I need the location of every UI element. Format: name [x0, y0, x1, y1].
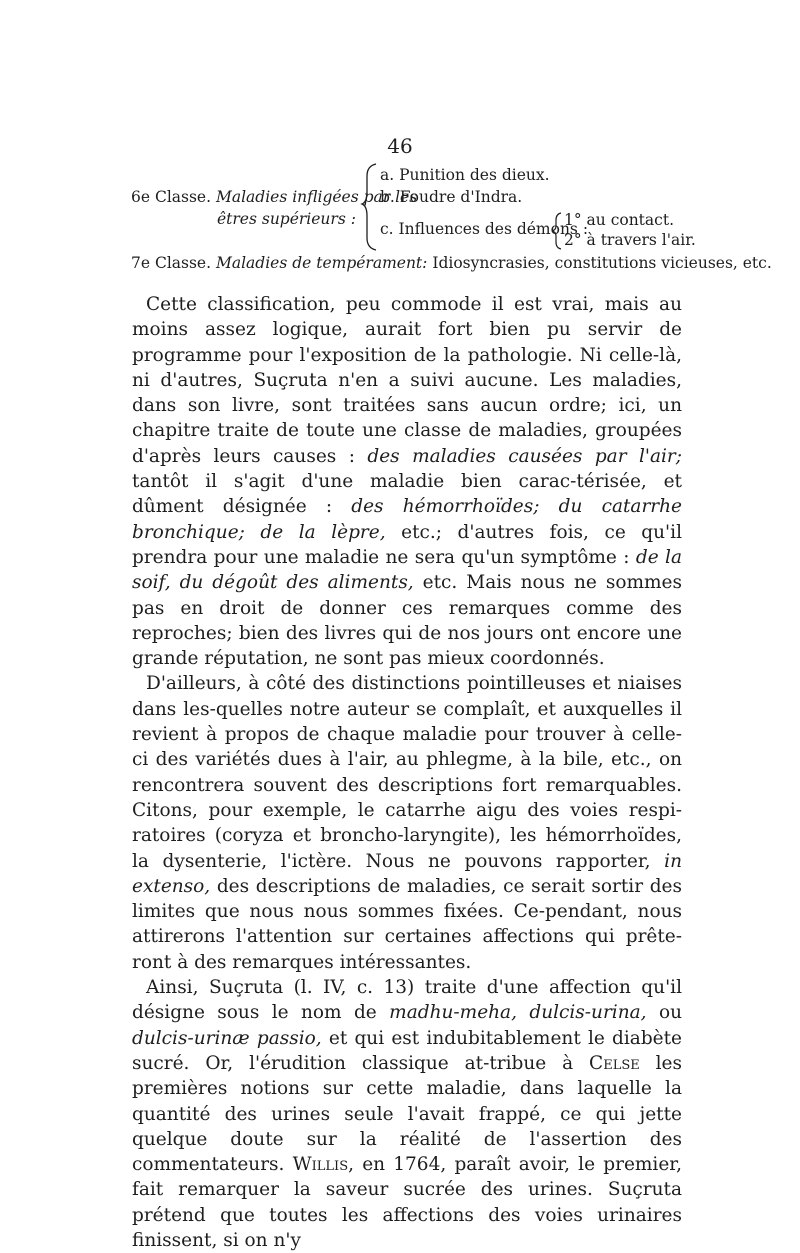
class6-sub-item-2: 2° à travers l'air. — [564, 231, 696, 249]
p1-text-3: etc.; d'autres fois, ce qu'il prendra pour une maladie ne sera qu'un symptôme : — [132, 521, 682, 568]
class6-item-c: c. Influences des démons : — [380, 220, 589, 238]
p3-text-5: , en 1764, paraît avoir, le premier, fait remarquer la saveur sucrée des urines. Suçruta prétend que toutes les affections des voies urinaires finissent, si on n'y — [132, 1154, 682, 1251]
p1-text-2: tantôt il s'agit d'une maladie bien carac-térisée, et dûment désignée : — [132, 471, 682, 518]
class7-line — [131, 256, 772, 272]
class7-label: 7e Classe. — [131, 254, 212, 272]
page-number: 46 — [387, 134, 413, 158]
p1-italic-3: de la soif, du dégoût des aliments, — [132, 546, 682, 594]
class6-left-brace — [360, 162, 382, 252]
p2-italic-1: in extenso, — [132, 850, 682, 897]
class6-item-b: b. Foudre d'Indra. — [380, 188, 523, 206]
paragraph-2 — [132, 671, 682, 975]
p1-text-4: etc. Mais nous ne sommes pas en droit de donner ces remarques comme des reproches; bien des livres qui de nos jours ont encore une grande réputation, ne sont pas mieux coordonnés. — [132, 572, 682, 670]
class6-item-a: a. Punition des dieux. — [380, 166, 550, 184]
p1-italic-2: des hémorrhoïdes; du catarrhe bronchique; de la lèpre, — [132, 496, 683, 543]
p2-text-1: D'ailleurs, à côté des distinctions pointilleuses et niaises dans les-quelles notre auteur se complaît, et auxquelles il revient à propos de chaque maladie pour trouver à celle-ci des variétés dues à l'air, au phlegme, à la bile, etc., on rencontrera souvent des descriptions fort remarquables. Citons, pour exemple, le catarrhe aigu des voies respi-ratoires (coryza et broncho-laryngite), les hémorrhoïdes, la dysenterie, l'ictère. Nous ne pouvons rapporter, — [132, 673, 682, 872]
paragraph-3 — [132, 975, 682, 1253]
p2-text-2: des descriptions de maladies, ce serait sortir des limites que nous nous sommes fixées. Ce-pendant, nous attirerons l'attention sur certaines affections qui prête-ront à des remarques intéressantes. — [132, 875, 682, 973]
paragraph-1 — [132, 292, 682, 671]
p1-text-1: Cette classification, peu commode il est vrai, mais au moins assez logique, aurait fort bien pu servir de programme pour l'exposition de la pathologie. Ni celle-là, ni d'autres, Suçruta n'en a suivi aucune. Les maladies, dans son livre, sont traitées sans aucun ordre; ici, un chapitre traite de toute une classe de maladies, groupées d'après leurs causes : — [132, 294, 682, 467]
p1-italic-1: des maladies causées par l'air; — [367, 445, 682, 467]
class6-title-line2-wrap — [217, 212, 356, 228]
p3-text-3: et qui est indubitablement le diabète sucré. Or, l'érudition classique at-tribue à — [132, 1027, 682, 1074]
p3-text-4: les premières notions sur cette maladie, dans laquelle la quantité des urines seule l'avait frappé, ce qui jette quelque doute sur la réalité de l'assertion des commentateurs. — [132, 1052, 682, 1176]
class6-title-line2: êtres supérieurs : — [217, 210, 356, 228]
body-text — [132, 292, 682, 1253]
p3-italic-2: dulcis-urinæ passio, — [132, 1027, 322, 1049]
class7-description: Idiosyncrasies, constitutions vicieuses, etc. — [432, 254, 772, 272]
class6-sub-brace — [550, 211, 564, 251]
class7-title: Maladies de tempérament: — [215, 254, 428, 272]
p3-text-1: Ainsi, Suçruta (l. IV, c. 13) traite d'une affection qu'il désigne sous le nom de — [132, 977, 682, 1024]
class6-title-line1: Maladies infligées par les — [215, 188, 418, 206]
class6-label: 6e Classe. — [131, 188, 212, 206]
p3-author-willis: Willis — [292, 1154, 349, 1176]
p3-author-celse: Celse — [589, 1052, 640, 1074]
p3-text-2: ou — [646, 1002, 683, 1024]
class6-sub-item-1: 1° au contact. — [564, 211, 674, 229]
p3-italic-1: madhu-meha, dulcis-urina, — [389, 1002, 647, 1024]
